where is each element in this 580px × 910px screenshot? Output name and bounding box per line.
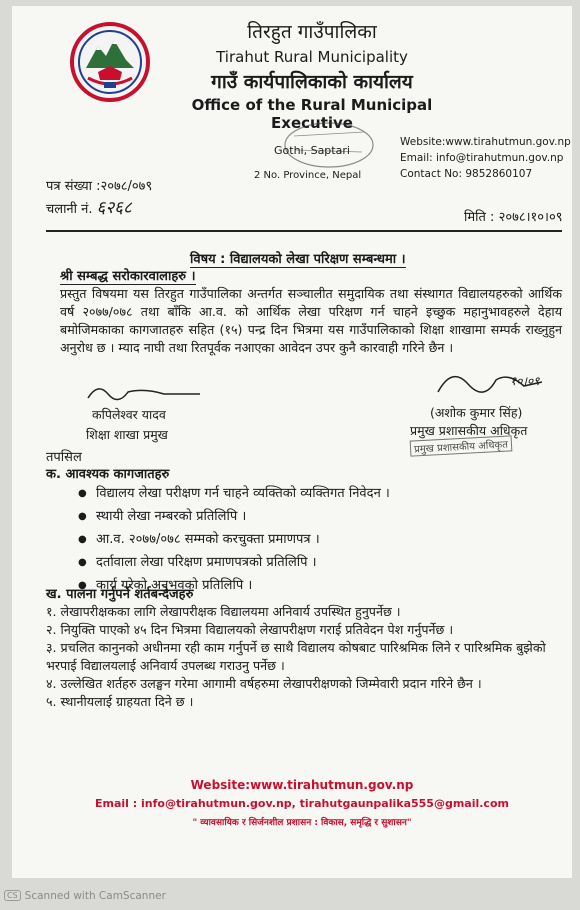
office-name-english: Office of the Rural Municipal Executive (191, 96, 433, 132)
list-item: ● आ.व. २०७७/०७८ सम्मको करचुक्ता प्रमाणपत्र । (78, 528, 390, 551)
details-heading: तपसिल (46, 450, 82, 465)
list-item: ● स्थायी लेखा नम्बरको प्रतिलिपि । (78, 505, 390, 528)
list-item: १. लेखापरीक्षकका लागि लेखापरीक्षक विद्यालयमा अनिवार्य उपस्थित हुनुपर्नेछ । (46, 604, 401, 619)
signatory-left-title: शिक्षा शाखा प्रमुख (86, 427, 168, 442)
list-item: ४. उल्लेखित शर्तहरु उलङ्घन गरेमा आगामी वर्षहरुमा लेखापरीक्षणको जिम्मेवारी प्रदान गरिने छैन । (46, 676, 482, 691)
office-location: Gothi, Saptari (274, 144, 350, 157)
list-item: ३. प्रचलित कानुनको अधीनमा रही काम गर्नुपर्ने छ साथै विद्यालय कोषबाट पारिश्रमिक लिने र पारिश्रमिक बुझेको भरपाई विद्यालयलाई अनिवार्य उपलब्ध गराउनु पर्नेछ । (46, 640, 546, 673)
signature-right-icon (432, 362, 562, 404)
contact-block (400, 134, 571, 182)
list-item: ● विद्यालय लेखा परीक्षण गर्न चाहने व्यक्तिको व्यक्तिगत निवेदन । (78, 482, 390, 505)
letter-body: प्रस्तुत विषयमा यस तिरहुत गाउँपालिका अन्तर्गत सञ्चालीत समुदायिक तथा संस्थागत विद्यालयहरुको आर्थिक वर्ष २०७७/०७८ तथा बाँकि आ.व. को आर्थिक लेखा परिक्षण गर्न चाहने इच्छुक महानुभावहरुले देहाय बमोजिमकाका कागजातहरु सहित (१५) पन्द्र दिन भित्रमा यस गाउँपालिकाको शिक्षा शाखामा सम्पर्क राख्नुहुन अनुरोध छ । म्याद नाघी तथा रितपूर्वक नआएका आवेदन उपर कुनै कारवाही गरिने छैन । (60, 286, 562, 355)
office-name-nepali: गाउँ कार्यपालिकाको कार्यालय (211, 71, 413, 93)
letter-subject: विषय : विद्यालयको लेखा परिक्षण सम्बन्धमा । (190, 249, 406, 268)
contact-email: Email: info@tirahutmun.gov.np (400, 152, 564, 164)
section-a-heading: क. आवश्यक कागजातहरु (46, 467, 170, 482)
official-stamp: प्रमुख प्रशासकीय अधिकृत (410, 435, 513, 456)
list-item: ● कार्य गरेको अनुभवको प्रतिलिपि । (78, 574, 390, 597)
signatory-left-name: कपिलेश्वर यादव (92, 407, 166, 422)
nepal-emblem-icon (68, 20, 152, 104)
scanner-watermark (4, 890, 166, 902)
footer-slogan: " व्यावसायिक र सिर्जनशील प्रशासन : विकास, समृद्धि र सुशासन" (192, 818, 412, 828)
office-address: 2 No. Province, Nepal (254, 170, 362, 181)
list-item: ५. स्थानीयलाई ग्राहयता दिने छ । (46, 694, 194, 709)
list-item: २. नियुक्ति पाएको ४५ दिन भित्रमा विद्यालयको लेखापरीक्षण गराई प्रतिवेदन पेश गर्नुपर्नेछ । (46, 622, 454, 637)
signature-date: १०।०९ (510, 374, 540, 388)
dispatch-value: ६२६८ (96, 198, 132, 218)
footer-email: Email : info@tirahutmun.gov.np, tirahutgaunpalika555@gmail.com (95, 797, 509, 810)
municipality-name-english: Tirahut Rural Municipality (216, 48, 408, 66)
camscanner-icon: CS (4, 890, 21, 901)
signatory-right-title: प्रमुख प्रशासकीय अधिकृत (410, 423, 528, 438)
signature-left-icon (84, 380, 204, 404)
letter-reference: पत्र संख्या :२०७८/०७९ (46, 179, 153, 194)
footer-website: Website:www.tirahutmun.gov.np (190, 778, 414, 792)
letter-date: मिति : २०७८।१०।०९ (464, 210, 563, 225)
header-divider (46, 230, 562, 232)
signatory-right-name: (अशोक कुमार सिंह) (430, 405, 523, 420)
conditions-list (46, 603, 562, 711)
dispatch-number (46, 195, 132, 218)
municipality-name-nepali: तिरहुत गाउँपालिका (247, 21, 377, 43)
letter-page (12, 6, 572, 878)
scanner-text: Scanned with CamScanner (24, 890, 166, 902)
contact-website: Website:www.tirahutmun.gov.np (400, 136, 571, 148)
list-item: ● दर्तावाला लेखा परिक्षण प्रमाणपत्रको प्रतिलिपि । (78, 551, 390, 574)
salutation: श्री सम्बद्ध सरोकारवालाहरु । (60, 266, 196, 285)
documents-list (78, 482, 390, 597)
dispatch-label: चलानी नं. (46, 202, 93, 217)
section-b-heading: ख. पालना गर्नुपर्ने शर्तबन्देजहरु (46, 587, 194, 602)
contact-phone: Contact No: 9852860107 (400, 168, 533, 180)
